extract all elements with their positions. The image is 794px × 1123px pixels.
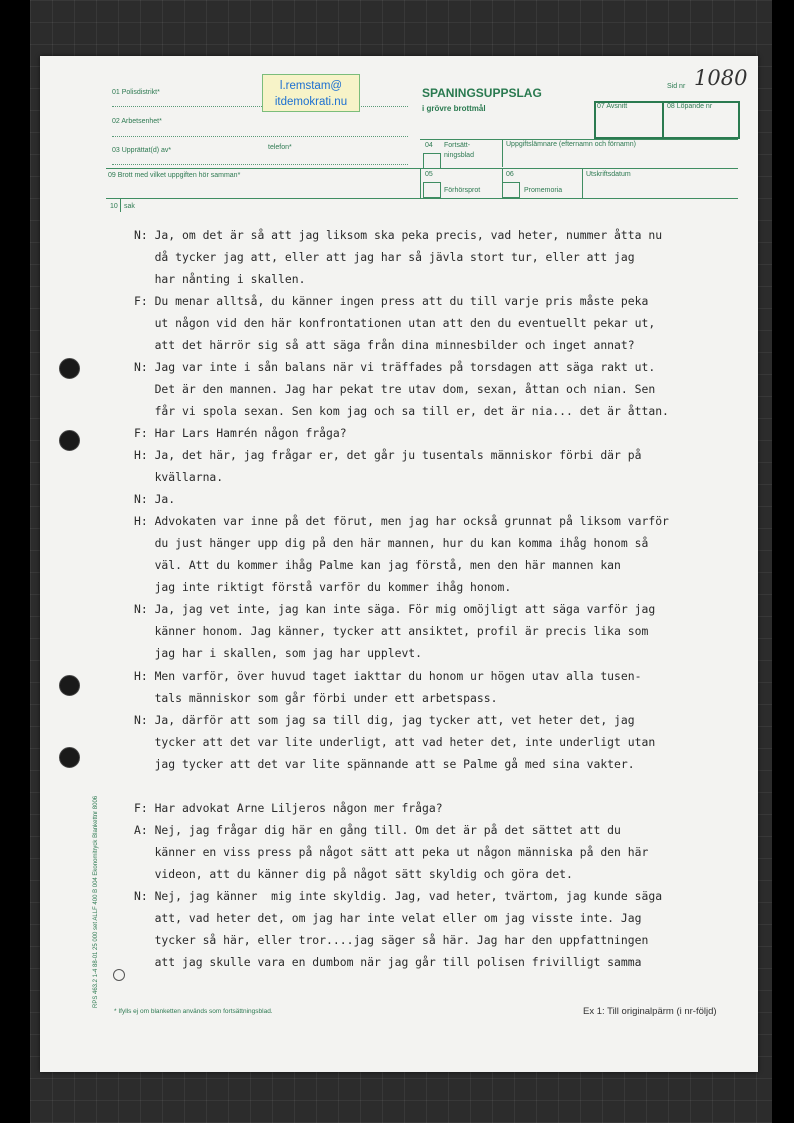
document-page [40,56,758,1072]
transcript-line: Det är den mannen. Jag har pekat tre utav dom, sexan, åttan och nian. Sen [134,382,656,396]
field-brott: 09 Brott med vilket uppgiften hör samman* [108,172,241,179]
transcript-line: att det härrör sig så att säga från dina minnesbilder och inget annat? [134,338,635,352]
transcript-line: A: Nej, jag frågar dig här en gång till. Om det är på det sättet att du [134,823,621,837]
dotline-polisdistrikt [112,106,408,107]
watermark-stamp [262,74,360,112]
transcript-line: har nånting i skallen. [134,272,306,286]
transcript-line: videon, att du känner dig på något sätt skyldig och göra det. [134,867,573,881]
field-forhorsprot: Förhörsprot [444,187,481,194]
footnote: * Ifylls ej om blanketten används som fortsättningsblad. [114,1008,273,1015]
transcript-line: N: Ja. [134,492,176,506]
watermark-line2: itdemokrati.nu [274,96,348,108]
transcript-line: tycker så här, eller tror....jag säger så här. Jag har den uppfattningen [134,933,649,947]
field-06-num: 06 [506,171,514,178]
checkbox-forhorsprot [423,182,441,198]
divider-10 [120,198,121,212]
rule-row04 [420,139,738,140]
field-fortsattningsblad-2: ningsblad [444,152,474,159]
punch-ring [113,969,125,981]
field-promemoria: Promemoria [524,187,563,194]
dotline-arbetsenhet [112,136,408,137]
form-title: SPANINGSUPPSLAG [422,86,542,100]
punch-hole-4 [59,747,80,768]
checkbox-promemoria [502,182,520,198]
transcript-line: tals människor som går förbi under ett arbetspass. [134,691,498,705]
divider-utskrift [582,168,583,198]
transcript-line: F: Har Lars Hamrén någon fråga? [134,426,347,440]
page-number: 1080 [694,66,748,90]
transcript-line: N: Nej, jag känner mig inte skyldig. Jag, vad heter, tvärtom, jag kunde säga [134,889,663,903]
transcript-line: jag har i skallen, som jag har upplevt. [134,646,423,660]
field-upprattad-av: 03 Upprättat(d) av* [112,147,172,154]
transcript-line: kvällarna. [134,470,224,484]
punch-hole-1 [59,358,80,379]
watermark-line1: l.remstam@ [279,80,343,92]
transcript-line: känner en viss press på något sätt att peka ut någon människa på den här [134,845,649,859]
avsnitt-divider [662,102,664,138]
punch-hole-3 [59,675,80,696]
field-telefon: telefon* [268,144,292,151]
field-fortsattningsblad: Fortsätt- [444,142,471,149]
transcript-line: då tycker jag att, eller att jag har så jävla stort tur, eller att jag [134,250,635,264]
transcript-line: får vi spola sexan. Sen kom jag och sa till er, det är nia... det är åttan. [134,404,669,418]
field-10-num: 10 [110,203,118,210]
transcript-line: H: Advokaten var inne på det förut, men jag har också grunnat på liksom varför [134,514,669,528]
field-utskriftsdatum: Utskriftsdatum [586,171,631,178]
transcript-line: tycker att det var lite underligt, att vad heter det, inte underligt utan [134,735,656,749]
transcript-line: H: Men varför, över huvud taget iakttar du honom ur högen utav alla tusen- [134,669,642,683]
transcript-line: N: Ja, jag vet inte, jag kan inte säga. För mig omöjligt att säga varför jag [134,602,656,616]
divider-04 [502,139,503,167]
field-uppgiftslamnare: Uppgiftslämnare (efternamn och förnamn) [506,141,636,148]
transcript-line: H: Ja, det här, jag frågar er, det går ju tusentals människor förbi där på [134,448,642,462]
field-arbetsenhet: 02 Arbetsenhet* [112,118,162,125]
rule-row10 [106,198,738,199]
checkbox-fortsattningsblad [423,153,441,169]
transcript-line: N: Ja, om det är så att jag liksom ska peka precis, vad heter, nummer åtta nu [134,228,663,242]
form-subtitle: i grövre brottmål [422,104,486,113]
field-polisdistrikt: 01 Polisdistrikt* [112,89,160,96]
rule-row09 [106,168,738,169]
page-number-label: Sid nr [667,83,686,90]
divider-05-left [420,168,421,198]
field-04-num: 04 [425,142,433,149]
transcript-line: att jag skulle vara en dumbom när jag går till polisen frivilligt samma [134,955,642,969]
transcript-line: att, vad heter det, om jag har inte velat eller om jag visste inte. Jag [134,911,642,925]
field-lopande-nr: 08 Löpande nr [667,103,713,110]
transcript-line: jag inte riktigt förstå varför du kommer ihåg honom. [134,580,512,594]
field-avsnitt: 07 Avsnitt [597,103,628,110]
transcript-line: du just hänger upp dig på den här mannen, hur du kan komma ihåg honom så [134,536,649,550]
transcript-line: N: Jag var inte i sån balans när vi träffades på torsdagen att säga rakt ut. [134,360,656,374]
field-05-num: 05 [425,171,433,178]
field-sak: sak [124,203,135,210]
transcript-line: N: Ja, därför att som jag sa till dig, jag tycker att, vet heter det, jag [134,713,635,727]
punch-hole-2 [59,430,80,451]
transcript-line: känner honom. Jag känner, tycker att ansiktet, profil är precis lika som [134,624,649,638]
transcript-line: väl. Att du kommer ihåg Palme kan jag förstå, men den här mannen kan [134,558,621,572]
transcript-line: jag tycker att det var lite spännande att se Palme gå med sina vakter. [134,757,635,771]
dotline-upprattad [112,164,408,165]
footer-copy-note: Ex 1: Till originalpärm (i nr-följd) [583,1006,717,1017]
transcript-line: ut någon vid den här konfrontationen utan att den du eventuellt pekar ut, [134,316,656,330]
form-print-code: RPS 463.2 1-4 88-01 25 000 set ALLF 400 B 004 Ekonomitryck Blankettnr 8006 [93,795,99,1008]
transcript-line: F: Har advokat Arne Liljeros någon mer fråga? [134,801,443,815]
transcript-line: F: Du menar alltså, du känner ingen press att du till varje pris måste peka [134,294,649,308]
